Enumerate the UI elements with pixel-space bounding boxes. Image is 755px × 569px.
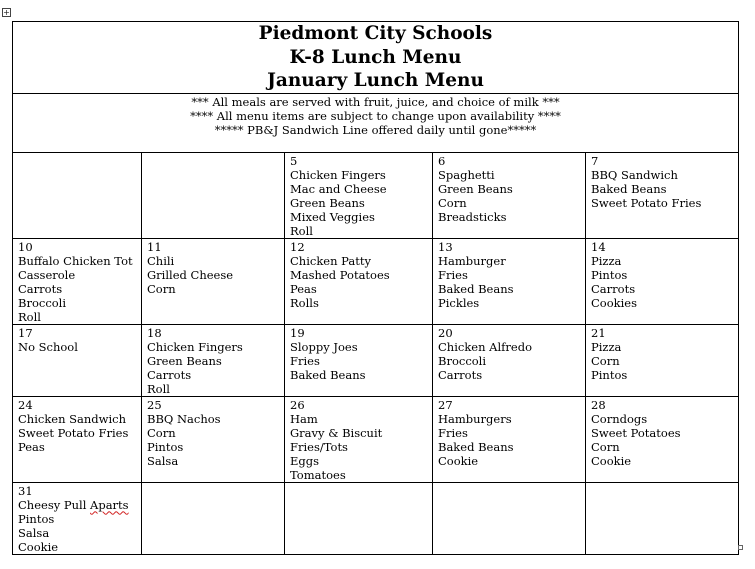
day-cell [13, 396, 142, 482]
menu-item: Peas [18, 439, 45, 454]
menu-item: Fries [438, 425, 468, 440]
menu-item: Pintos [591, 367, 628, 382]
day-number: 13 [438, 239, 453, 254]
menu-item: Carrots [438, 367, 483, 382]
day-cell-empty [142, 482, 285, 554]
menu-item: Roll [147, 381, 170, 396]
day-cell [13, 324, 142, 396]
menu-item: Eggs [290, 453, 320, 468]
menu-item: Sweet Potato Fries [18, 425, 129, 440]
menu-item: Corn [591, 439, 620, 454]
day-number: 11 [147, 239, 162, 254]
school-name: Piedmont City Schools [258, 23, 493, 44]
lunch-menu-table [12, 21, 739, 555]
menu-item: Fries [290, 353, 320, 368]
menu-item: Carrots [591, 281, 636, 296]
menu-item: Pintos [18, 511, 55, 526]
menu-item: Rolls [290, 295, 319, 310]
day-cell-empty [13, 152, 142, 238]
day-cell [285, 152, 433, 238]
day-cell [433, 238, 586, 324]
day-number: 25 [147, 397, 162, 412]
day-number: 19 [290, 325, 305, 340]
menu-item: Broccoli [438, 353, 487, 368]
week-row [13, 482, 739, 554]
day-number: 27 [438, 397, 453, 412]
spelling-error-word[interactable]: Aparts [90, 497, 129, 512]
menu-item: Mac and Cheese [290, 181, 387, 196]
day-number: 18 [147, 325, 162, 340]
menu-item: Mashed Potatoes [290, 267, 390, 282]
week-row [13, 238, 739, 324]
menu-header [13, 22, 739, 94]
menu-item: Salsa [147, 453, 179, 468]
day-cell [586, 324, 739, 396]
day-cell [433, 324, 586, 396]
menu-item: Chicken Fingers [147, 339, 243, 354]
menu-item: Cookie [18, 539, 59, 554]
menu-item: Buffalo Chicken Tot [18, 253, 133, 268]
menu-item: Roll [290, 223, 313, 238]
day-cell [285, 396, 433, 482]
note-meals-served: *** All meals are served with fruit, juice, and choice of milk *** [191, 94, 560, 109]
menu-item: Pizza [591, 339, 622, 354]
menu-item: Baked Beans [438, 281, 514, 296]
day-cell [433, 152, 586, 238]
menu-item: Baked Beans [438, 439, 514, 454]
menu-item: Casserole [18, 267, 76, 282]
day-number: 14 [591, 239, 606, 254]
day-cell [433, 396, 586, 482]
menu-item: Baked Beans [290, 367, 366, 382]
table-move-handle-icon[interactable]: + [3, 8, 10, 17]
menu-item: Carrots [147, 367, 192, 382]
menu-item: Cookie [438, 453, 479, 468]
day-number: 12 [290, 239, 305, 254]
menu-item: Cookie [591, 453, 632, 468]
day-cell-empty [285, 482, 433, 554]
menu-item: Spaghetti [438, 167, 495, 182]
day-number: 17 [18, 325, 33, 340]
menu-item: Grilled Cheese [147, 267, 234, 282]
menu-item: Pintos [591, 267, 628, 282]
day-number: 26 [290, 397, 305, 412]
menu-item: BBQ Nachos [147, 411, 221, 426]
day-number: 10 [18, 239, 33, 254]
day-number: 28 [591, 397, 606, 412]
menu-item: Roll [18, 309, 41, 324]
menu-month-title: January Lunch Menu [267, 70, 484, 91]
week-row [13, 152, 739, 238]
menu-item: Corndogs [591, 411, 648, 426]
menu-item: Tomatoes [290, 467, 346, 482]
menu-item: Chicken Sandwich [18, 411, 127, 426]
day-cell [586, 238, 739, 324]
day-cell [142, 324, 285, 396]
day-cell-empty [586, 482, 739, 554]
day-cell [586, 396, 739, 482]
menu-item: Gravy & Biscuit [290, 425, 383, 440]
week-row [13, 396, 739, 482]
menu-item: Hamburgers [438, 411, 512, 426]
day-cell [586, 152, 739, 238]
menu-item: Mixed Veggies [290, 209, 375, 224]
menu-item: Corn [147, 425, 176, 440]
day-cell [285, 324, 433, 396]
menu-item: BBQ Sandwich [591, 167, 678, 182]
day-cell [13, 238, 142, 324]
day-number: 7 [591, 153, 599, 168]
menu-item: Baked Beans [591, 181, 667, 196]
menu-item: Fries/Tots [290, 439, 348, 454]
week-row [13, 324, 739, 396]
day-cell-empty [142, 152, 285, 238]
note-pbj-line: ***** PB&J Sandwich Line offered daily until gone***** [214, 122, 537, 137]
menu-item: Sweet Potatoes [591, 425, 681, 440]
menu-item: Corn [147, 281, 176, 296]
menu-item: Sloppy Joes [290, 339, 358, 354]
menu-item: Peas [290, 281, 317, 296]
menu-item: Fries [438, 267, 468, 282]
menu-item: Pizza [591, 253, 622, 268]
menu-item [18, 498, 141, 512]
day-number: 31 [18, 483, 33, 498]
menu-item: Green Beans [290, 195, 365, 210]
menu-item: Sweet Potato Fries [591, 195, 702, 210]
menu-item: Pickles [438, 295, 480, 310]
menu-item-text: Cheesy Pull [18, 497, 91, 512]
menu-item: Chicken Fingers [290, 167, 386, 182]
menu-item: Corn [438, 195, 467, 210]
menu-item: No School [18, 339, 78, 354]
day-cell [285, 238, 433, 324]
day-number: 24 [18, 397, 33, 412]
day-cell-empty [433, 482, 586, 554]
day-number: 5 [290, 153, 298, 168]
menu-item: Green Beans [147, 353, 222, 368]
day-cell [142, 238, 285, 324]
menu-item: Cookies [591, 295, 637, 310]
day-number: 21 [591, 325, 606, 340]
menu-level-title: K-8 Lunch Menu [289, 46, 462, 68]
day-number: 20 [438, 325, 453, 340]
menu-item: Breadsticks [438, 209, 507, 224]
table-resize-handle-icon[interactable] [738, 545, 743, 550]
day-number: 6 [438, 153, 446, 168]
menu-item: Green Beans [438, 181, 513, 196]
menu-item: Chicken Alfredo [438, 339, 532, 354]
menu-item: Broccoli [18, 295, 67, 310]
menu-notes [13, 93, 739, 152]
menu-item: Carrots [18, 281, 63, 296]
note-subject-to-change: **** All menu items are subject to change upon availability **** [190, 108, 561, 123]
day-cell [13, 482, 142, 554]
menu-item: Salsa [18, 525, 50, 540]
menu-item: Chicken Patty [290, 253, 371, 268]
day-cell [142, 396, 285, 482]
menu-item: Pintos [147, 439, 184, 454]
menu-item: Ham [290, 411, 318, 426]
menu-item: Corn [591, 353, 620, 368]
menu-item: Chili [147, 253, 175, 268]
menu-item: Hamburger [438, 253, 506, 268]
